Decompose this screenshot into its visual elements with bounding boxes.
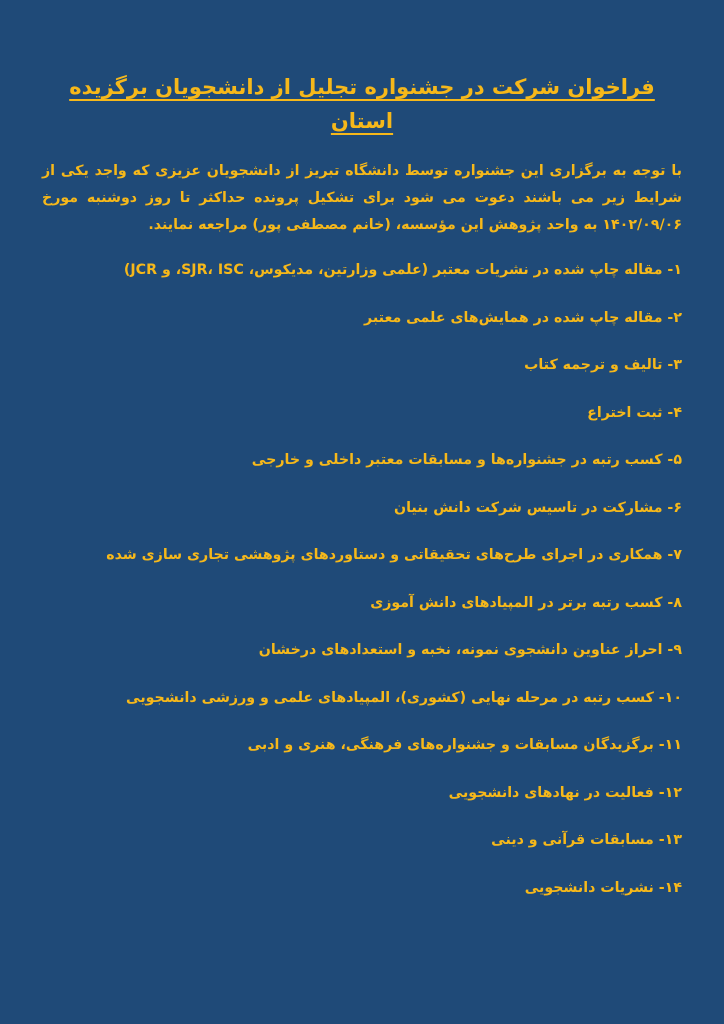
- page-title: [42, 70, 682, 138]
- criteria-item: ۱۳- مسابقات قرآنی و دینی: [491, 832, 682, 848]
- criteria-item: ۷- همکاری در اجرای طرح‌های تحقیقاتی و دستاوردهای پژوهشی تجاری سازی شده: [106, 547, 682, 563]
- criteria-item: ۳- تالیف و ترجمه کتاب: [524, 357, 682, 373]
- criteria-item: ۱۱- برگزیدگان مسابقات و جشنواره‌های فرهنگی، هنری و ادبی: [247, 737, 682, 753]
- criteria-item: ۱۲- فعالیت در نهادهای دانشجویی: [448, 784, 682, 801]
- criteria-item: ۴- ثبت اختراع: [587, 404, 682, 421]
- page-title-text: فراخوان شرکت در جشنواره تجلیل از دانشجویان برگزیده استان: [69, 75, 655, 133]
- criteria-item: ۱۴- نشریات دانشجویی: [524, 879, 682, 896]
- criteria-item: ۹- احراز عناوین دانشجوی نمونه، نخبه و استعدادهای درخشان: [258, 642, 682, 658]
- criteria-item: ۱۰- کسب رتبه در مرحله نهایی (کشوری)، المپیادهای علمی و ورزشی دانشجویی: [125, 689, 682, 706]
- criteria-item: ۵- کسب رتبه در جشنواره‌ها و مسابقات معتبر داخلی و خارجی: [251, 452, 682, 468]
- criteria-item: ۸- کسب رتبه برتر در المپیادهای دانش آموزی: [370, 594, 682, 611]
- criteria-item: ۲- مقاله چاپ شده در همایش‌های علمی معتبر: [364, 309, 682, 326]
- criteria-item: ۱- مقاله چاپ شده در نشریات معتبر (علمی وزارتین، مدیکوس، SJR، ISC، و JCR): [123, 262, 682, 278]
- criteria-list: [42, 247, 682, 912]
- intro-paragraph: با توجه به برگزاری این جشنواره توسط دانشگاه تبریز از دانشجویان عزیزی که واجد یکی از شرایط زیر می باشند دعوت می شود برای تشکیل پرونده حداکثر تا روز دوشنبه مورخ ۱۴۰۲/۰۹/۰۶ به واحد پژوهش این مؤسسه، (خانم مصطفی پور) مراجعه نمایند.: [42, 163, 682, 233]
- criteria-item: ۶- مشارکت در تاسیس شرکت دانش بنیان: [393, 499, 682, 516]
